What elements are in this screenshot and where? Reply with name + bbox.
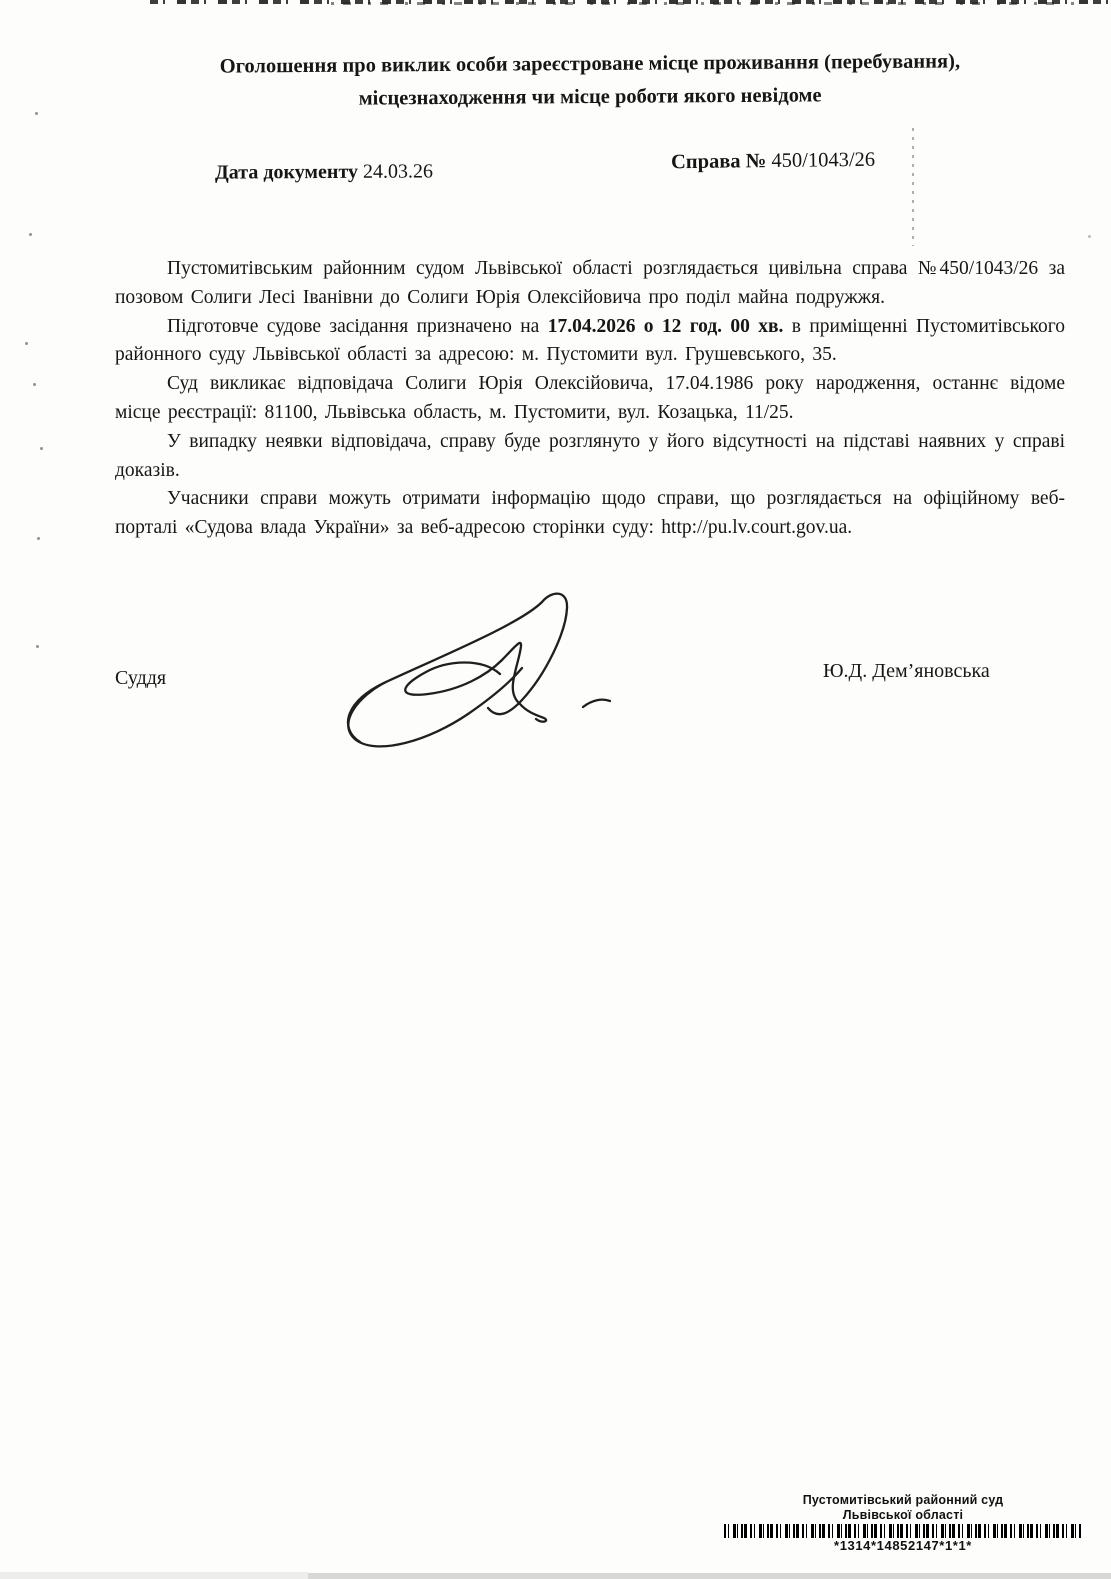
- hearing-datetime: 17.04.2026 о 12 год. 00 хв.: [547, 315, 784, 337]
- case-label: Справа №: [670, 150, 767, 174]
- paragraph: [115, 313, 1065, 371]
- scan-dotted-artifact: [912, 128, 914, 246]
- scan-noise-strip: [320, 2, 1081, 5]
- case-value: 450/1043/26: [771, 148, 876, 173]
- scan-speck: [40, 447, 43, 450]
- scan-speck: [35, 112, 38, 115]
- paragraph-text: Учасники справи можуть отримати інформацію щодо справи, що розглядається на офіційному веб-порталі «Судова влада України» за веб-адресою сторінки суду: http://pu.lv.court.gov.ua.: [115, 488, 1065, 539]
- paragraph: [115, 485, 1065, 543]
- scan-speck: [25, 342, 28, 345]
- paragraph: [115, 428, 1065, 486]
- paragraph-text: Суд викликає відповідача Солиги Юрія Олексійовича, 17.04.1986 року народження, останнє відоме місце реєстрації: 81100, Львівська область, м. Пустомити, вул. Козацька, 11/25.: [115, 373, 1065, 423]
- document-date: [215, 160, 433, 184]
- barcode: [724, 1524, 1082, 1538]
- title-line: Оголошення про виклик особи зареєстроване місце проживання (перебування),: [219, 50, 961, 78]
- paragraph-text: У випадку неявки відповідача, справу буде розглянуто у його відсутності на підставі наявних у справі доказів.: [115, 430, 1065, 481]
- scan-speck: [29, 233, 32, 236]
- scan-edge-strip: [308, 1573, 1111, 1579]
- paragraph-text: Пустомитівським районним судом Львівської області розглядається цивільна справа №450/1043/26 за позовом Солиги Лесі Іванівни до Солиги Юрія Олексійовича про поділ майна подружжя.: [115, 258, 1065, 308]
- document-body: [115, 255, 1065, 543]
- scan-speck: [37, 537, 40, 540]
- scan-speck: [1088, 235, 1091, 238]
- paragraph: [115, 255, 1065, 313]
- date-label: Дата документу: [214, 160, 359, 184]
- paragraph: [115, 370, 1065, 428]
- scan-speck: [36, 645, 39, 648]
- paragraph-text: в приміщенні Пустомитівського районного суду Львівської області за адресою: м. Пустомити вул. Грушевського, 35.: [115, 315, 1066, 366]
- court-footer: [723, 1493, 1083, 1553]
- document-title: [115, 45, 1065, 118]
- paragraph-text: Підготовче судове засідання призначено на: [167, 315, 548, 337]
- judge-name: Ю.Д. Дем’яновська: [823, 660, 990, 682]
- title-line: місцезнаходження чи місце роботи якого невідоме: [358, 84, 822, 110]
- date-value: 24.03.26: [362, 160, 434, 183]
- judge-role-label: Суддя: [115, 667, 167, 689]
- footer-court-region: Львівської області: [842, 1508, 964, 1522]
- judge-signature: [330, 582, 630, 752]
- case-number: [671, 149, 875, 174]
- scan-speck: [33, 383, 36, 386]
- scan-edge-strip: [0, 1572, 308, 1579]
- footer-court-name: Пустомитівський районний суд: [802, 1493, 1004, 1507]
- barcode-number: *1314*14852147*1*1*: [834, 1538, 972, 1553]
